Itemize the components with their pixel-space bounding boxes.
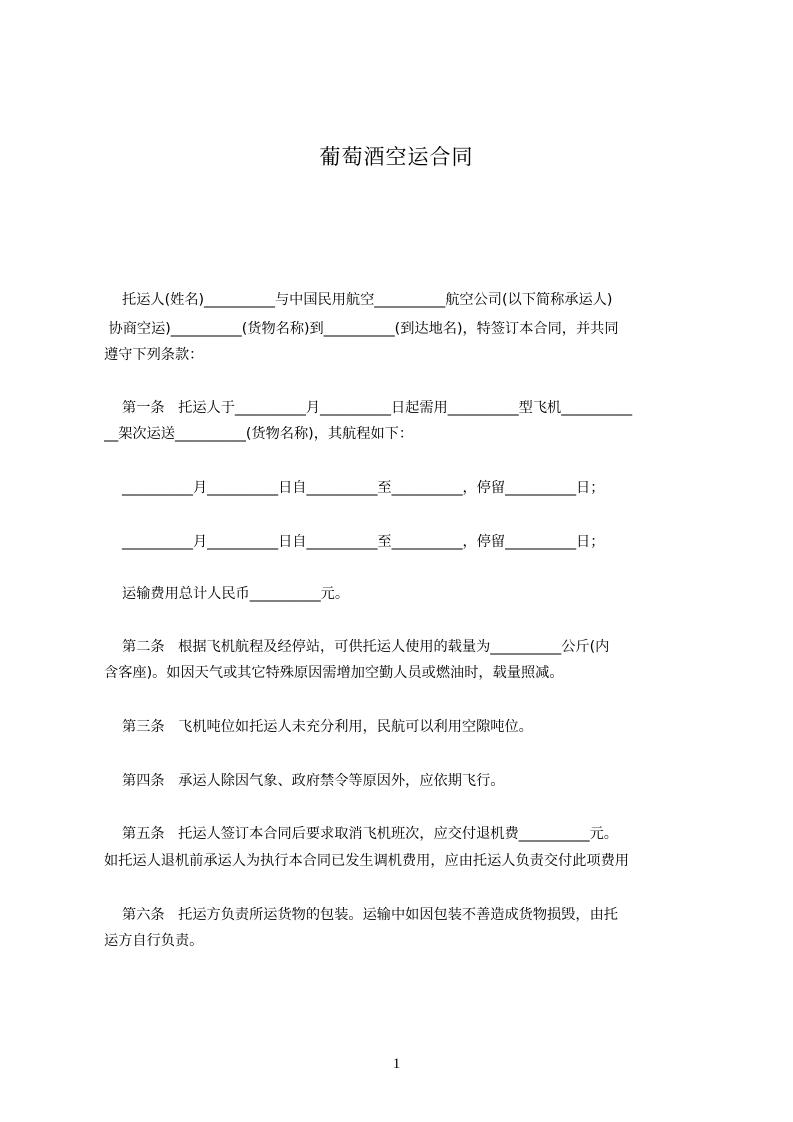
route-line-1: __________月__________日自__________至__________，停留__________日；: [104, 480, 605, 496]
article4-line: 第四条 承运人除因气象、政府禁令等原因外，应依期飞行。: [104, 773, 505, 789]
route-line-2: __________月__________日自__________至__________，停留__________日；: [104, 534, 605, 550]
page-number: 1: [392, 1056, 401, 1072]
preamble-line-1: 托运人(姓名)__________与中国民用航空__________航空公司(以下简称承运人): [104, 292, 613, 308]
article5-line-1: 第五条 托运人签订本合同后要求取消飞机班次，应交付退机费__________元。: [104, 826, 618, 842]
article1-line-1: 第一条 托运人于__________月__________日起需用__________型飞机__________: [104, 400, 633, 416]
article1-line-2: __架次运送__________(货物名称)，其航程如下：: [104, 426, 414, 442]
document-title: 葡萄酒空运合同: [319, 145, 474, 169]
article3-line: 第三条 飞机吨位如托运人未充分利用，民航可以利用空隙吨位。: [104, 719, 533, 735]
article2-line-2: 含客座)。如因天气或其它特殊原因需增加空勤人员或燃油时，载量照减。: [104, 665, 564, 681]
article6-line-2: 运方自行负责。: [104, 933, 204, 949]
preamble-line-2: 协商空运)__________(货物名称)到__________(到达地名)，特签订本合同，并共同: [104, 321, 619, 337]
fee-line: 运输费用总计人民币__________元。: [104, 586, 350, 602]
article2-line-1: 第二条 根据飞机航程及经停站，可供托运人使用的载量为__________公斤(内: [104, 639, 610, 655]
article6-line-1: 第六条 托运方负责所运货物的包装。运输中如因包装不善造成货物损毁，由托: [104, 907, 618, 923]
preamble-line-3: 遵守下列条款：: [104, 347, 204, 363]
article5-line-2: 如托运人退机前承运人为执行本合同已发生调机费用，应由托运人负责交付此项费用: [104, 853, 629, 869]
